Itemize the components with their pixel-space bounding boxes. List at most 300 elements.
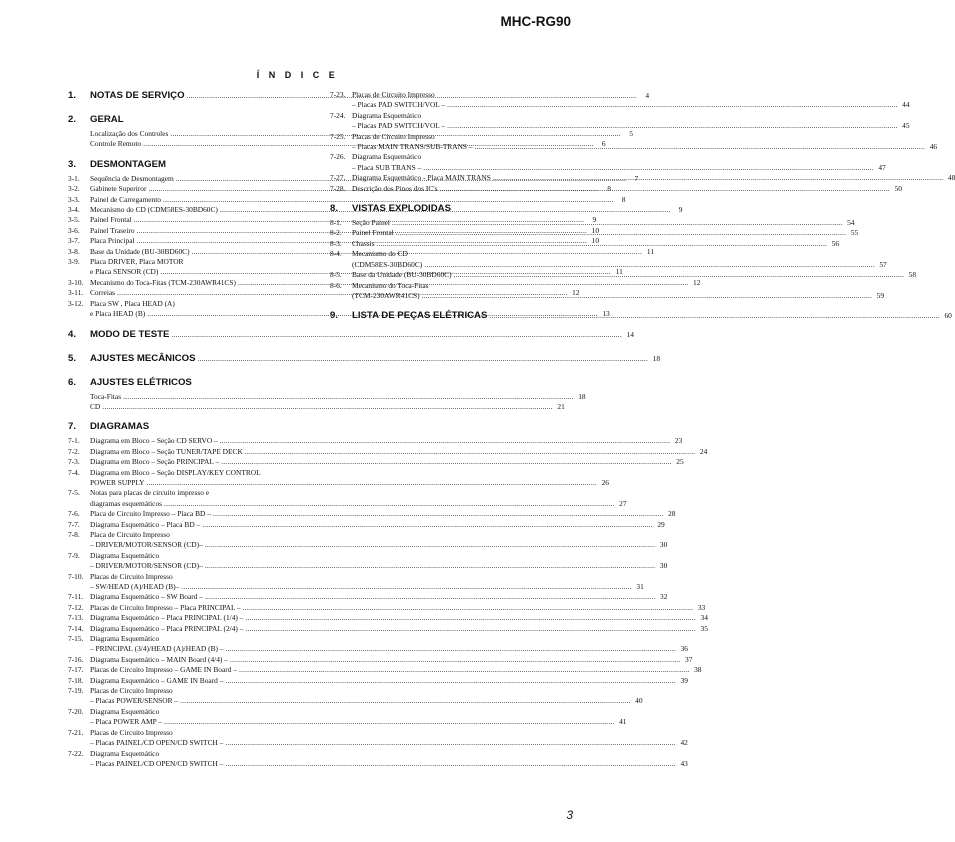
toc-page-number: 27 — [619, 498, 627, 508]
dot-leader — [243, 603, 693, 613]
toc-page-number: 26 — [601, 477, 609, 487]
entry-number: 7-22. — [68, 748, 84, 758]
toc-line — [90, 498, 627, 509]
dot-leader — [392, 218, 842, 228]
section-number: 2. — [68, 114, 77, 125]
dot-leader — [454, 270, 904, 280]
entry-number: 7-14. — [68, 623, 84, 633]
toc-line — [352, 152, 568, 162]
toc-line — [90, 686, 304, 696]
dot-leader — [225, 759, 675, 769]
toc-section — [330, 90, 955, 194]
entry-number: 7-5. — [68, 488, 80, 498]
section-page-number: 18 — [652, 353, 661, 363]
entry-number: 7-21. — [68, 727, 84, 737]
toc-line — [90, 477, 609, 488]
toc-line-text: Descrição dos Pinos dos IC's — [352, 183, 438, 193]
entry-body — [90, 436, 683, 446]
entry-number: 8-3. — [330, 238, 342, 248]
toc-line — [90, 457, 684, 467]
toc-page-number: 28 — [668, 509, 676, 519]
toc-line-text: Correias — [90, 288, 116, 298]
toc-line-text: Placas de Circuito Impresso — [90, 686, 173, 696]
toc-page-number: 54 — [847, 218, 855, 228]
section-title: DIAGRAMAS — [90, 421, 150, 433]
toc-line-text: Diagrama Esquemático – MAIN Board (4/4) – — [90, 654, 228, 664]
toc-line — [90, 634, 304, 644]
toc-line — [352, 121, 910, 131]
toc-line-text: Diagrama Esquemático — [90, 706, 160, 716]
section-heading-line — [90, 421, 304, 432]
toc-line-text: – SW/HEAD (A)/HEAD (B)– — [90, 582, 180, 591]
toc-line-text: Diagrama Esquemático – Placa PRINCIPAL (2/4) – — [90, 623, 244, 633]
toc-entry — [68, 623, 708, 634]
dot-leader — [239, 665, 689, 675]
entry-number: 3-1. — [68, 173, 80, 183]
entry-body — [352, 131, 938, 153]
dot-leader — [213, 509, 663, 519]
entry-number: 7-19. — [68, 686, 84, 696]
dot-leader — [230, 655, 680, 665]
toc-line-text: Gabinete Superiror — [90, 184, 147, 194]
toc-page-number: 24 — [699, 446, 708, 456]
toc-page-number: 10 — [591, 236, 600, 246]
dot-leader — [221, 457, 671, 467]
entry-body — [90, 706, 627, 728]
toc-entry — [68, 194, 626, 205]
toc-page-number: 57 — [879, 259, 887, 269]
section-title: AJUSTES ELÉTRICOS — [90, 376, 192, 388]
dot-leader — [245, 447, 695, 457]
dot-leader — [205, 540, 655, 550]
toc-entry — [330, 152, 886, 173]
toc-line-text: Placas de Circuito Impresso — [90, 727, 173, 737]
entry-number: 3-2. — [68, 184, 80, 194]
toc-line — [90, 613, 708, 623]
toc-line-text: – Placas PAD SWITCH/VOL – — [352, 100, 446, 110]
entry-number: 7-2. — [68, 446, 80, 456]
toc-line-text: – Placas POWER/SENSOR – — [90, 696, 179, 706]
section-number: 6. — [68, 376, 77, 388]
entry-number: 7-3. — [68, 457, 80, 467]
toc-section — [68, 328, 634, 344]
entry-number: 7-9. — [68, 550, 80, 560]
toc-line — [90, 623, 708, 634]
entry-number: 3-10. — [68, 277, 84, 287]
toc-line — [90, 758, 688, 769]
toc-page-number: 55 — [850, 228, 859, 238]
toc-entry — [68, 519, 665, 530]
toc-page-number: 39 — [680, 675, 688, 685]
toc-line — [90, 592, 668, 602]
toc-line — [90, 257, 304, 267]
toc-line-text: Mecanismo do CD — [352, 249, 408, 259]
toc-line-text: Placa de Circuito Impresso – Placa BD – — [90, 509, 211, 519]
toc-line — [352, 259, 887, 270]
entry-body — [90, 391, 586, 402]
dot-leader — [205, 561, 655, 571]
toc-line-text: (CDM58ES-30BD60C) — [352, 259, 423, 269]
toc-entry — [68, 727, 688, 749]
toc-page-number: 6 — [601, 139, 606, 149]
entry-body — [90, 623, 708, 634]
toc-line-text: Notas para placas de circuito impresso e — [90, 488, 210, 498]
dot-leader — [225, 676, 675, 686]
toc-line — [90, 654, 693, 665]
toc-page-number: 11 — [615, 267, 623, 277]
entry-number: 3-7. — [68, 236, 80, 246]
section-heading-line — [352, 203, 568, 214]
toc-page-number: 25 — [676, 457, 684, 467]
dot-leader — [424, 260, 874, 270]
toc-page-number: 10 — [591, 225, 600, 235]
entry-body — [90, 686, 643, 707]
dot-leader — [226, 644, 676, 654]
toc-line-text: – DRIVER/MOTOR/SENSOR (CD)– — [90, 561, 203, 571]
entry-number: 7-17. — [68, 665, 84, 675]
entry-number: 7-26. — [330, 152, 346, 162]
toc-line-text: – Placas PAD SWITCH/VOL – — [352, 121, 446, 131]
section-title: VISTAS EXPLODIDAS — [352, 203, 451, 215]
entry-body — [90, 665, 702, 675]
entry-number: 7-15. — [68, 634, 84, 644]
dot-leader — [440, 184, 890, 194]
entry-number: 7-7. — [68, 519, 80, 529]
section-number: 9. — [330, 310, 339, 322]
toc-line-text: Placa SW , Placa HEAD (A) — [90, 298, 175, 308]
toc-line-text: – DRIVER/MOTOR/SENSOR (CD)– — [90, 540, 203, 550]
entry-number: 7-27. — [330, 173, 346, 183]
toc-page-number: 21 — [557, 401, 565, 411]
toc-line-text: Diagrama Esquemático — [90, 634, 160, 644]
entry-body — [90, 529, 668, 551]
toc-line-text: – Placa SUB TRANS – — [352, 162, 422, 172]
toc-entry — [330, 110, 910, 132]
toc-line — [90, 446, 708, 457]
section-heading — [68, 114, 304, 129]
entry-body — [90, 446, 708, 457]
toc-line-text: Diagrama Esquemático – SW Board – — [90, 592, 203, 602]
entry-number: 3-4. — [68, 205, 80, 215]
toc-line-text: Placas de Circuito Impresso – GAME IN Board – — [90, 665, 237, 675]
entry-number: 7-13. — [68, 613, 84, 623]
toc-line — [90, 530, 304, 540]
toc-line-text: Placa de Circuito Impresso — [90, 529, 170, 539]
dot-leader — [396, 225, 846, 238]
toc-entry — [68, 457, 684, 467]
section-heading — [330, 203, 568, 218]
toc-line — [90, 665, 702, 675]
toc-line — [90, 551, 304, 561]
toc-line-text: Diagrama Esquemático - Placa MAIN TRANS — [352, 173, 491, 183]
toc-line-text: Placas de Circuito Impresso – Placa PRINCIPAL – — [90, 602, 241, 612]
toc-line-text: Mecanismo do CD (CDM58ES-30BD60C) — [90, 205, 218, 215]
section-number: 1. — [68, 90, 77, 101]
toc-line — [352, 111, 568, 121]
entry-number: 3-5. — [68, 215, 80, 225]
section-heading — [68, 421, 304, 436]
toc-page-number: 56 — [831, 238, 840, 248]
entry-body — [90, 457, 684, 467]
toc-entry — [68, 634, 688, 655]
dot-leader — [123, 392, 573, 402]
toc-line — [352, 249, 568, 259]
entry-number: 7-24. — [330, 110, 346, 120]
toc-line — [352, 281, 568, 291]
toc-page-number: 40 — [635, 696, 643, 706]
toc-line-text: Diagrama Esquemático – Placa BD – — [90, 519, 201, 529]
entry-number: 3-8. — [68, 246, 80, 256]
entry-number: 7-8. — [68, 529, 80, 539]
entry-number: 7-23. — [330, 90, 346, 99]
toc-line — [352, 162, 886, 173]
section-title: NOTAS DE SERVIÇO — [90, 90, 185, 101]
entry-body — [90, 748, 688, 770]
entry-number — [68, 392, 90, 402]
entry-number: 7-6. — [68, 509, 80, 519]
section-heading — [68, 352, 661, 368]
toc-line — [90, 675, 688, 686]
toc-page-number: 31 — [636, 582, 644, 591]
entry-number: 3-3. — [68, 194, 80, 204]
toc-line-text: Diagrama em Bloco – Seção DISPLAY/KEY CONTROL — [90, 467, 261, 477]
section-heading-line — [90, 114, 304, 125]
toc-line-text: Placas de Circuito Impresso — [352, 90, 435, 99]
toc-line — [90, 696, 643, 706]
toc-page-number: 59 — [876, 290, 885, 300]
entry-body — [90, 467, 609, 489]
toc-line-text: Localização dos Controles — [90, 129, 169, 138]
entry-body — [90, 194, 626, 205]
toc-entry — [68, 529, 668, 551]
toc-page-number: 42 — [680, 738, 688, 748]
entry-body — [352, 90, 910, 111]
entry-number: 7-16. — [68, 654, 84, 664]
toc-line-text: Diagrama em Bloco – Seção PRINCIPAL – — [90, 457, 220, 467]
entry-number: 7-28. — [330, 183, 346, 193]
entry-body — [352, 173, 955, 183]
toc-line — [352, 100, 910, 110]
toc-entry — [68, 401, 565, 412]
toc-line — [90, 436, 683, 446]
section-heading-line — [90, 159, 304, 170]
entry-number: 7-20. — [68, 706, 84, 716]
toc-line-text: Painel Traseiro — [90, 225, 135, 235]
toc-line — [90, 717, 627, 727]
toc-line-text: – PRINCIPAL (3/4)/HEAD (A)/HEAD (B) – — [90, 644, 224, 654]
toc-line-text: Diagrama Esquemático – Placa PRINCIPAL (1/4) – — [90, 613, 244, 623]
dot-leader — [447, 121, 897, 131]
toc-line-text: Painel Frontal — [90, 215, 132, 225]
entry-body — [90, 401, 565, 412]
toc-section — [68, 352, 661, 368]
entry-body — [90, 613, 708, 623]
toc-page-number: 7 — [634, 173, 639, 183]
entry-body — [90, 634, 688, 655]
toc-page-number: 12 — [572, 288, 580, 298]
toc-page-number: 9 — [678, 205, 683, 215]
dot-leader — [164, 717, 614, 727]
toc-line-text: Diagrama em Bloco – Seção CD SERVO – — [90, 436, 218, 446]
toc-page-number: 33 — [697, 602, 706, 612]
toc-page-number: 41 — [619, 717, 627, 727]
dot-leader — [245, 624, 695, 634]
toc-line-text: Placa Principal — [90, 236, 135, 246]
entry-number: 8-2. — [330, 228, 342, 238]
toc-entry — [330, 90, 910, 111]
toc-line — [90, 728, 304, 738]
dot-leader — [180, 696, 630, 706]
toc-line-text: POWER SUPPLY — [90, 477, 145, 487]
section-page-number: 14 — [626, 329, 634, 339]
entry-number: 7-4. — [68, 467, 80, 477]
section-heading — [68, 159, 304, 174]
dot-leader — [198, 354, 648, 363]
section-number: 5. — [68, 352, 77, 364]
toc-line-text: (TCM-230AWR41CS) — [352, 290, 420, 300]
section-page-number: 60 — [944, 311, 952, 321]
toc-line — [352, 218, 855, 228]
toc-line — [90, 299, 304, 309]
toc-entry — [68, 613, 708, 623]
toc-line — [90, 582, 644, 592]
dot-leader — [102, 402, 552, 412]
entry-number: 8-1. — [330, 218, 342, 228]
entry-body — [90, 519, 665, 530]
toc-line-text: Diagrama em Bloco – Seção TUNER/TAPE DECK — [90, 446, 243, 456]
entry-body — [90, 602, 706, 613]
toc-page-number: 37 — [685, 654, 693, 664]
toc-entry — [68, 654, 693, 665]
entry-body — [90, 592, 668, 602]
entry-body — [352, 152, 886, 173]
entry-number — [68, 402, 90, 412]
toc-entry — [330, 131, 938, 153]
toc-line-text: Diagrama Esquemático – GAME IN Board – — [90, 675, 224, 685]
toc-page-number: 38 — [694, 665, 702, 675]
toc-entry — [68, 602, 706, 613]
toc-entry — [68, 391, 586, 402]
section-heading-line — [90, 353, 660, 364]
toc-line-text: Mecanismo do Toca-Fitas (TCM-230AWR41CS) — [90, 277, 236, 287]
dot-leader — [422, 291, 872, 301]
toc-line — [90, 561, 668, 571]
toc-entry — [68, 571, 644, 593]
toc-line-text: Mecanismo do Toca-Fitas — [352, 280, 429, 290]
dot-leader — [181, 582, 631, 592]
entry-body — [90, 550, 668, 572]
toc-line-text: e Placa SENSOR (CD) — [90, 267, 159, 277]
toc-line-text: Painel de Carregamento — [90, 194, 162, 204]
toc-line — [90, 540, 668, 550]
toc-page-number: 29 — [657, 519, 665, 529]
toc-page-number: 13 — [602, 309, 610, 319]
toc-line-text: Diagrama Esquemático — [90, 748, 160, 758]
toc-section — [68, 376, 586, 413]
entry-number: 7-11. — [68, 592, 84, 602]
entry-body — [90, 675, 688, 686]
section-title: LISTA DE PEÇAS ELÉTRICAS — [352, 310, 488, 322]
toc-entry — [68, 592, 668, 602]
model-name: MHC-RG90 — [500, 14, 571, 29]
toc-line-text: – Placas PAINEL/CD OPEN/CD SWITCH – — [90, 738, 224, 748]
toc-line-text: Toca-Fitas — [90, 391, 122, 401]
toc-page-number: 45 — [902, 121, 910, 131]
toc-line-text: Sequência de Desmontagem — [90, 173, 174, 183]
toc-entry — [68, 675, 688, 686]
toc-line — [90, 572, 304, 582]
entry-number: 8-4. — [330, 249, 342, 259]
toc-page-number: 18 — [578, 391, 586, 401]
section-title: DESMONTAGEM — [90, 158, 167, 170]
toc-line-text: Painel Frontal — [352, 228, 394, 238]
toc-page-number: 9 — [592, 215, 597, 225]
toc-line-text: Diagrama Esquemático — [90, 550, 160, 560]
dot-leader — [205, 592, 655, 602]
toc-page-number: 35 — [700, 623, 708, 633]
dot-leader — [202, 520, 652, 530]
toc-line-text: Controle Remoto — [90, 139, 142, 149]
section-number: 3. — [68, 158, 77, 170]
dot-leader — [423, 163, 873, 173]
section-number: 7. — [68, 421, 77, 433]
toc-line-text: Chassis — [352, 238, 375, 248]
entry-body — [90, 727, 688, 749]
toc-line-text: Base da Unidade (BU-30BD60C) — [90, 246, 190, 256]
toc-page-number: 43 — [680, 758, 688, 768]
section-number: 4. — [68, 328, 77, 340]
entry-number: 7-10. — [68, 571, 84, 581]
entry-number: 3-11. — [68, 288, 84, 298]
toc-entry — [330, 173, 955, 183]
toc-line — [352, 132, 568, 142]
toc-line-text: Placa DRIVER, Placa MOTOR — [90, 257, 184, 267]
page-title: Í N D I C E — [256, 70, 339, 80]
toc-line — [90, 194, 626, 205]
toc-line — [352, 142, 938, 152]
dot-leader — [475, 142, 925, 152]
toc-line — [352, 183, 902, 194]
entry-number: 3-9. — [68, 257, 80, 267]
dot-leader — [489, 311, 939, 320]
toc-line — [90, 509, 676, 519]
toc-line — [90, 519, 665, 530]
toc-page-number: 11 — [646, 246, 655, 256]
toc-line — [352, 173, 955, 183]
toc-line-text: – Placas PAINEL/CD OPEN/CD SWITCH – — [90, 758, 224, 768]
toc-line — [90, 488, 304, 498]
toc-line-text: Diagrama Esquemático — [352, 110, 422, 120]
section-heading-line — [90, 377, 304, 388]
entry-body — [90, 488, 627, 509]
toc-line — [90, 602, 706, 613]
section-title: AJUSTES MECÂNICOS — [90, 352, 196, 364]
toc-line-text: – Placas MAIN TRANS/SUB-TRANS – — [352, 142, 473, 152]
toc-line-text: Placas de Circuito Impresso — [352, 131, 435, 141]
entry-body — [352, 183, 902, 194]
entry-body — [90, 509, 676, 519]
toc-page-number: 36 — [680, 644, 688, 654]
toc-page-number: 47 — [878, 162, 886, 172]
toc-line — [352, 90, 568, 100]
toc-line-text: Placas de Circuito Impresso — [90, 571, 173, 581]
toc-page-number: 46 — [929, 142, 938, 152]
toc-page-number: 8 — [607, 184, 611, 194]
toc-entry — [68, 488, 627, 509]
toc-line-text: Diagrama Esquemático — [352, 152, 422, 162]
dot-leader — [164, 499, 614, 509]
toc-entry — [68, 467, 609, 489]
